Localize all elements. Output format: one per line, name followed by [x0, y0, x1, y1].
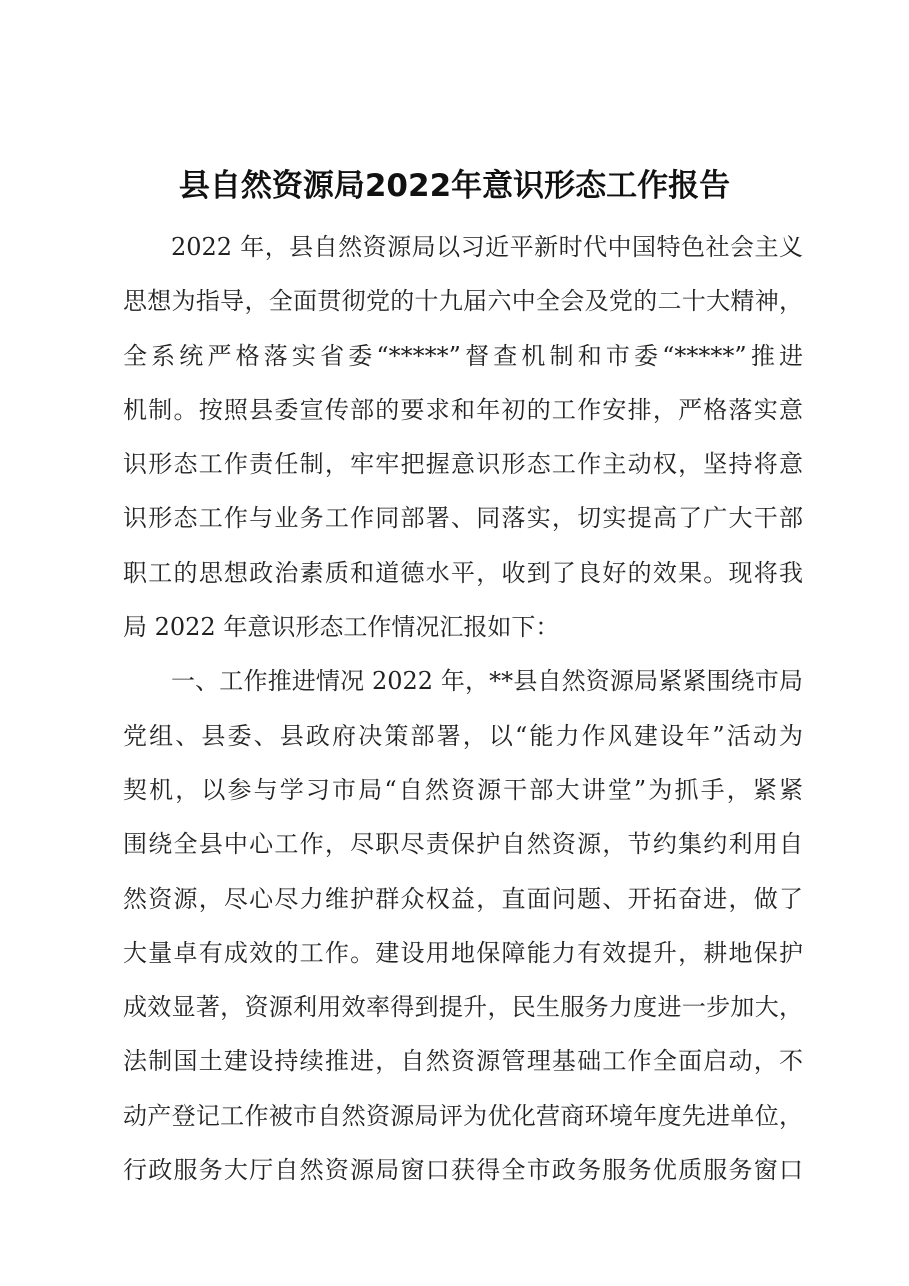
text-line: 职工的思想政治素质和道德水平，收到了良好的效果。现将我 [123, 558, 803, 587]
text-line: 一、工作推进情况 2022 年，**县自然资源局紧紧围绕市局 [171, 667, 803, 696]
text-line: 大量卓有成效的工作。建设用地保障能力有效提升，耕地保护 [123, 938, 803, 967]
text-line: 2022 年，县自然资源局以习近平新时代中国特色社会主义 [171, 233, 803, 261]
document-body [123, 220, 803, 1197]
text-line: 然资源，尽心尽力维护群众权益，直面问题、开拓奋进，做了 [123, 884, 803, 913]
text-line: 法制国土建设持续推进，自然资源管理基础工作全面启动，不 [123, 1047, 803, 1076]
text-line: 成效显著，资源利用效率得到提升，民生服务力度进一步加大， [123, 993, 803, 1022]
text-line: 识形态工作与业务工作同部署、同落实，切实提高了广大干部 [123, 504, 803, 533]
text-line: 动产登记工作被市自然资源局评为优化营商环境年度先进单位， [123, 1101, 803, 1130]
text-line: 行政服务大厅自然资源局窗口获得全市政务服务优质服务窗口 [123, 1156, 803, 1185]
paragraph-intro [123, 220, 803, 654]
document-title: 县自然资源局2022年意识形态工作报告 [178, 168, 731, 204]
text-line: 全系统严格落实省委“*****”督查机制和市委“*****”推进 [123, 341, 803, 370]
text-line: 围绕全县中心工作，尽职尽责保护自然资源，节约集约利用自 [123, 830, 803, 859]
text-line: 契机，以参与学习市局“自然资源干部大讲堂”为抓手，紧紧 [123, 775, 803, 804]
text-line: 党组、县委、县政府决策部署，以“能力作风建设年”活动为 [123, 721, 803, 750]
text-line: 识形态工作责任制，牢牢把握意识形态工作主动权，坚持将意 [123, 450, 803, 479]
text-line: 局 2022 年意识形态工作情况汇报如下： [123, 613, 560, 642]
text-line: 机制。按照县委宣传部的要求和年初的工作安排，严格落实意 [123, 395, 803, 424]
text-line: 思想为指导，全面贯彻党的十九届六中全会及党的二十大精神， [123, 287, 803, 316]
paragraph-section-one [123, 654, 803, 1197]
